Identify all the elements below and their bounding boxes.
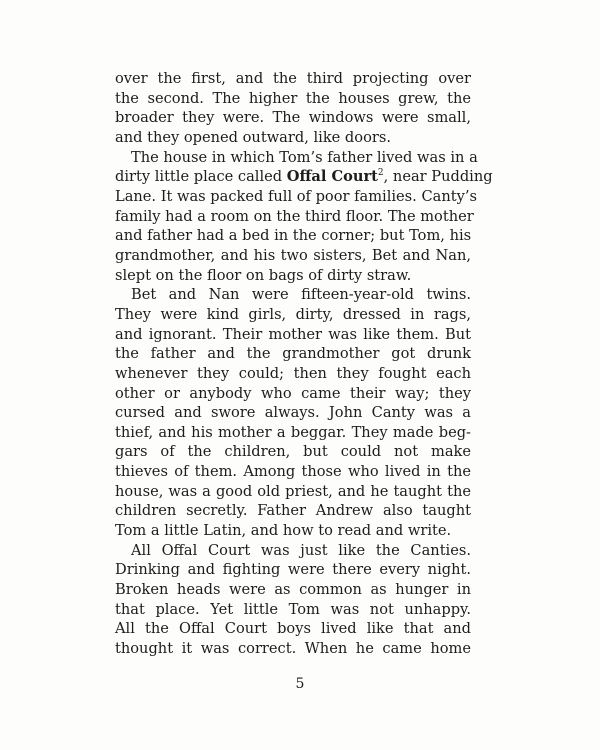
text-line: other or anybody who came their way; they <box>115 384 471 402</box>
text-line: family had a room on the third floor. The mother <box>115 207 474 225</box>
text-line: thief, and his mother a beggar. They made beg- <box>115 423 471 441</box>
footnote-marker: 2 <box>377 168 384 179</box>
text-line: grandmother, and his two sisters, Bet and Nan, <box>115 246 471 264</box>
text-line: They were kind girls, dirty, dressed in rags, <box>115 305 471 323</box>
text-line: Broken heads were as common as hunger in <box>115 581 471 599</box>
text-line: that place. Yet little Tom was not unhappy. <box>115 600 471 618</box>
text-line: thought it was correct. When he came home <box>115 640 471 658</box>
text-line: and ignorant. Their mother was like them. But <box>115 325 471 343</box>
text-line: All the Offal Court boys lived like that and <box>115 620 471 638</box>
text-fragment: , near Pudding <box>383 168 493 186</box>
text-line: cursed and swore always. John Canty was a <box>115 404 471 422</box>
text-line: Lane. It was packed full of poor families. Canty’s <box>115 187 477 205</box>
text-line: Drinking and fighting were there every night. <box>115 561 471 579</box>
text-line: over the first, and the third projecting over <box>115 70 471 87</box>
text-line: Bet and Nan were fifteen-year-old twins. <box>131 286 471 304</box>
text-line: All Offal Court was just like the Canties. <box>131 541 471 559</box>
text-line: broader they were. The windows were small, <box>115 109 471 127</box>
page-number: 5 <box>295 676 305 692</box>
text-line: children secretly. Father Andrew also taught <box>115 502 471 520</box>
text-line: Tom a little Latin, and how to read and write. <box>115 522 452 540</box>
text-line-with-place-name <box>115 167 493 187</box>
text-line: and father had a bed in the corner; but Tom, his <box>115 227 472 245</box>
text-fragment: dirty little place called <box>115 168 287 186</box>
text-line: the father and the grandmother got drunk <box>115 345 471 363</box>
text-line: gars of the children, but could not make <box>115 443 471 461</box>
text-line: house, was a good old priest, and he taught the <box>115 482 471 500</box>
place-name-offal-court: Offal Court <box>286 168 378 186</box>
body-text <box>115 69 493 659</box>
text-line: the second. The higher the houses grew, the <box>115 89 471 107</box>
text-line: thieves of them. Among those who lived in the <box>115 463 471 481</box>
text-line: and they opened outward, like doors. <box>115 128 391 146</box>
text-line: whenever they could; then they fought each <box>115 364 471 382</box>
text-line: slept on the floor on bags of dirty straw. <box>115 266 412 284</box>
text-line: The house in which Tom’s father lived was in a <box>131 148 478 166</box>
